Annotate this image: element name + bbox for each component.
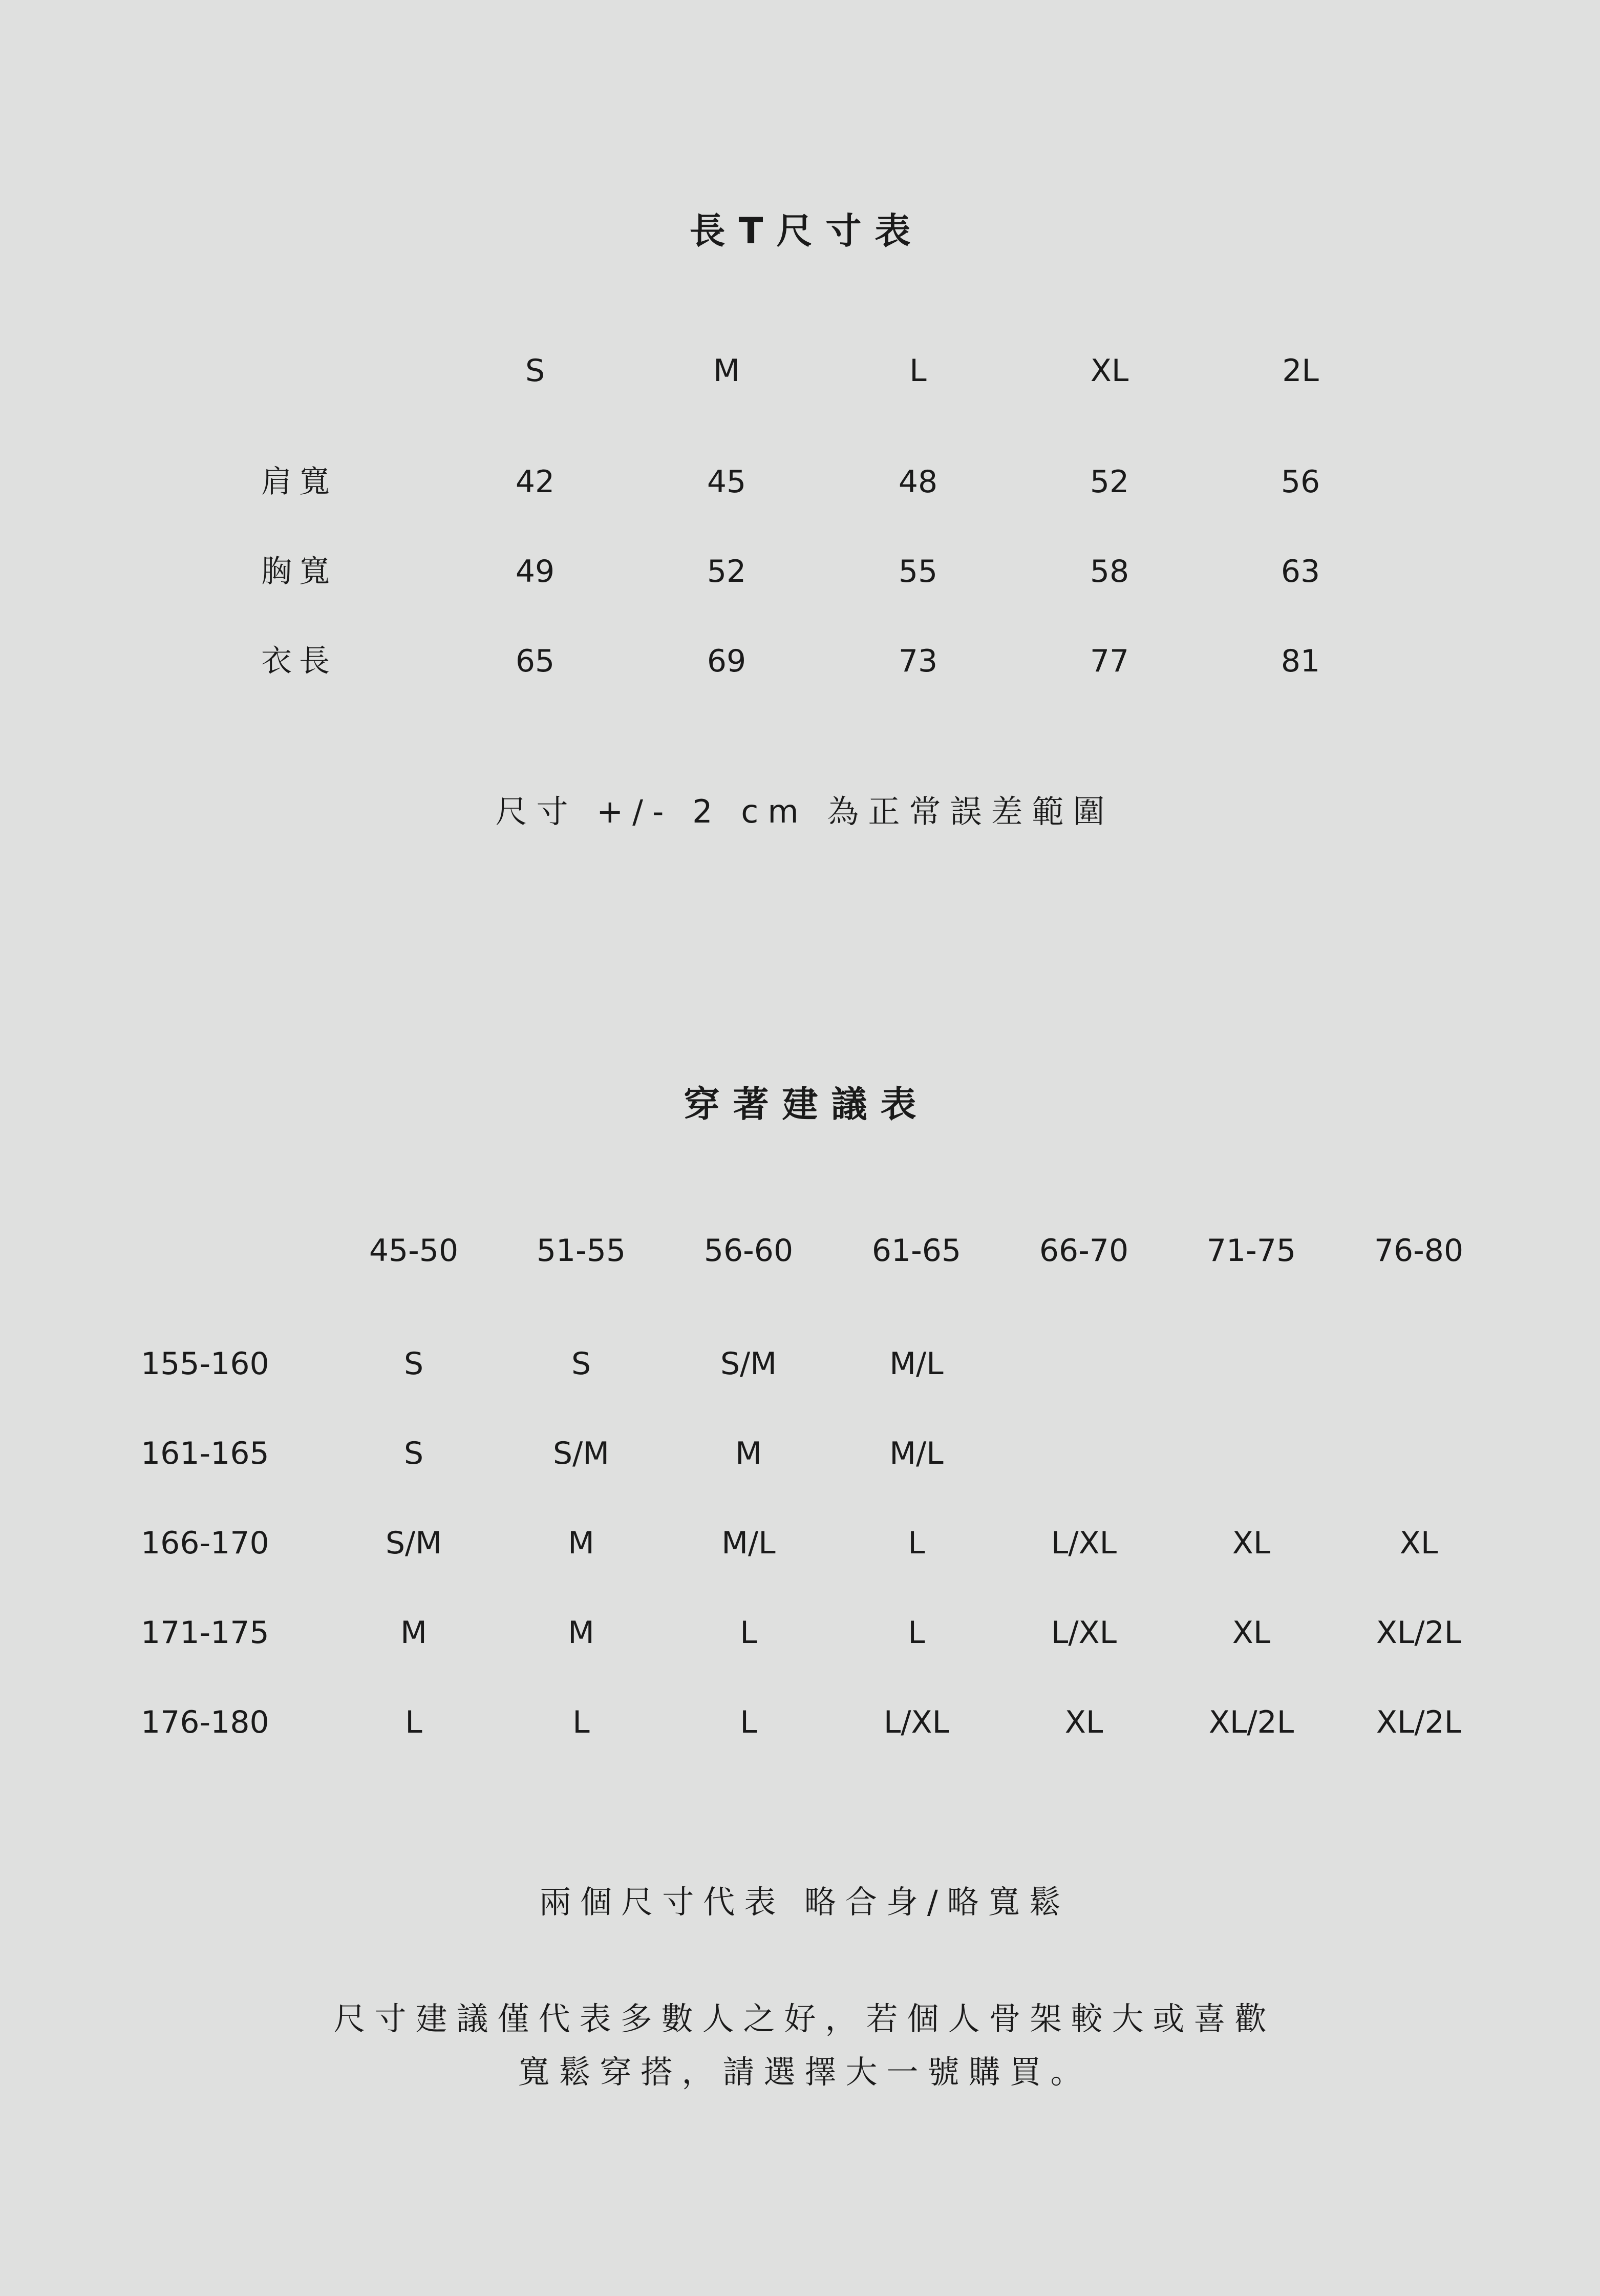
recommendation-cell: M — [400, 1615, 427, 1651]
recommendation-cell: S/M — [552, 1436, 610, 1471]
size-column-header: S — [525, 353, 545, 389]
weight-column-header: 56-60 — [703, 1233, 794, 1269]
recommendation-cell: XL — [1232, 1615, 1271, 1651]
weight-column-header: 51-55 — [536, 1233, 626, 1269]
weight-column-header: 45-50 — [369, 1233, 459, 1269]
recommendation-cell: S — [403, 1436, 424, 1471]
weight-column-header: 71-75 — [1206, 1233, 1296, 1269]
size-cell: 77 — [1090, 643, 1129, 679]
recommendation-cell: L — [908, 1615, 925, 1651]
size-cell: 65 — [515, 643, 555, 679]
height-row-label: 176-180 — [141, 1704, 269, 1740]
size-cell: 55 — [898, 554, 938, 589]
recommendation-cell: S/M — [385, 1525, 442, 1561]
size-cell: 42 — [515, 464, 555, 500]
recommendation-cell: S — [403, 1346, 424, 1382]
recommendation-cell: M — [568, 1525, 594, 1561]
size-cell: 58 — [1090, 554, 1129, 589]
size-cell: 48 — [898, 464, 938, 500]
recommendation-cell: L — [405, 1704, 422, 1740]
recommendation-cell: L — [740, 1704, 757, 1740]
recommendation-cell: M/L — [889, 1436, 944, 1471]
size-cell: 52 — [707, 554, 746, 589]
recommendation-cell: M — [735, 1436, 762, 1471]
size-chart-title: 長T尺寸表 — [689, 210, 924, 252]
size-cell: 52 — [1090, 464, 1129, 500]
recommendation-cell: L/XL — [1051, 1525, 1117, 1561]
recommendation-cell: L/XL — [1051, 1615, 1117, 1651]
recommendation-cell: XL/2L — [1376, 1704, 1462, 1740]
size-cell: 56 — [1281, 464, 1320, 500]
recommendation-cell: M/L — [889, 1346, 944, 1382]
size-cell: 45 — [707, 464, 746, 500]
recommendation-note-line-1: 尺寸建議僅代表多數人之好，若個人骨架較大或喜歡 — [333, 2000, 1276, 2037]
recommendation-cell: XL — [1232, 1525, 1271, 1561]
size-column-header: L — [909, 353, 927, 389]
size-tolerance-note: 尺寸 +/- 2 cm 為正常誤差範圍 — [495, 793, 1114, 830]
size-column-header: M — [713, 353, 740, 389]
two-sizes-note: 兩個尺寸代表 略合身/略寬鬆 — [539, 1883, 1070, 1921]
height-row-label: 171-175 — [141, 1615, 269, 1651]
recommendation-cell: L/XL — [883, 1704, 950, 1740]
recommendation-cell: XL/2L — [1376, 1615, 1462, 1651]
recommendation-cell: XL — [1399, 1525, 1438, 1561]
size-row-label: 衣長 — [261, 643, 337, 679]
size-row-label: 肩寬 — [261, 464, 337, 500]
size-row-label: 胸寬 — [261, 554, 337, 589]
weight-column-header: 66-70 — [1039, 1233, 1129, 1269]
height-row-label: 166-170 — [141, 1525, 269, 1561]
recommendation-cell: M/L — [721, 1525, 776, 1561]
recommendation-cell: L — [740, 1615, 757, 1651]
size-cell: 63 — [1281, 554, 1320, 589]
size-cell: 49 — [515, 554, 555, 589]
weight-column-header: 61-65 — [871, 1233, 962, 1269]
recommendation-chart-title: 穿著建議表 — [684, 1083, 930, 1125]
size-column-header: XL — [1090, 353, 1129, 389]
size-cell: 73 — [898, 643, 938, 679]
recommendation-cell: XL/2L — [1208, 1704, 1294, 1740]
recommendation-cell: XL — [1064, 1704, 1103, 1740]
weight-column-header: 76-80 — [1374, 1233, 1464, 1269]
height-row-label: 161-165 — [141, 1436, 269, 1471]
size-cell: 69 — [707, 643, 746, 679]
recommendation-cell: L — [572, 1704, 590, 1740]
height-row-label: 155-160 — [141, 1346, 269, 1382]
recommendation-cell: L — [908, 1525, 925, 1561]
recommendation-cell: S — [571, 1346, 591, 1382]
recommendation-cell: M — [568, 1615, 594, 1651]
recommendation-cell: S/M — [720, 1346, 777, 1382]
size-column-header: 2L — [1282, 353, 1319, 389]
recommendation-note-line-2: 寬鬆穿搭，請選擇大一號購買。 — [518, 2053, 1092, 2091]
size-cell: 81 — [1281, 643, 1320, 679]
